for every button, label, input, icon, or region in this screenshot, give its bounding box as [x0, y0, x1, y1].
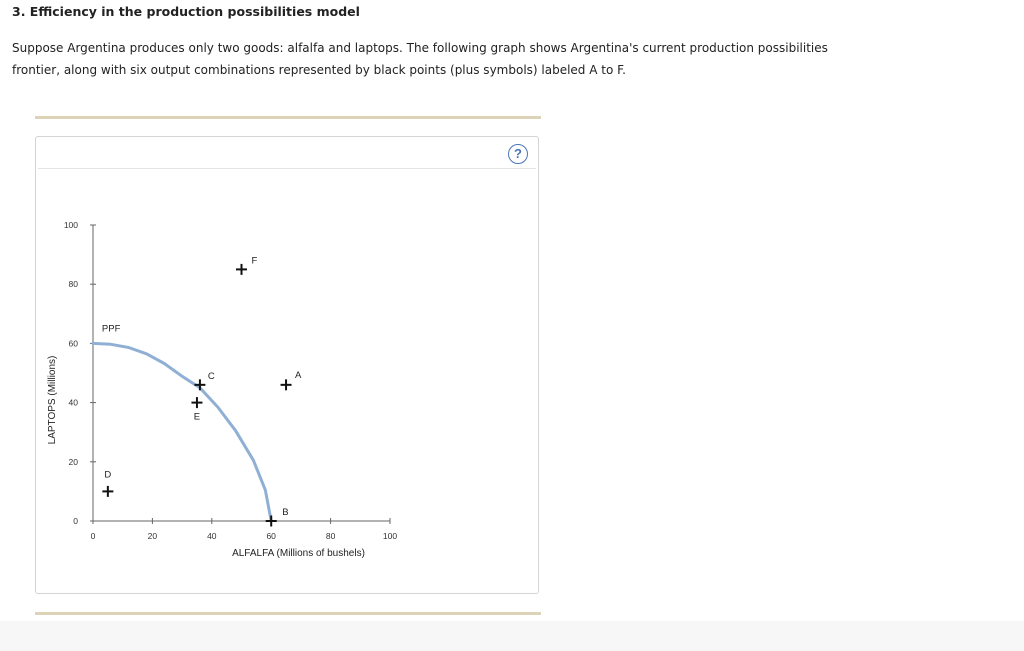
point-label: D — [104, 469, 112, 481]
x-tick-label: 100 — [382, 531, 398, 541]
ppf-chart — [36, 137, 538, 593]
help-button[interactable]: ? — [508, 144, 528, 164]
bottom-divider — [35, 612, 541, 615]
point-d — [102, 469, 113, 497]
point-label: F — [251, 255, 258, 267]
point-label: A — [295, 369, 302, 381]
question-title: 3. Efficiency in the production possibilities model — [12, 4, 360, 19]
point-f — [236, 255, 258, 275]
y-axis-title: LAPTOPS (Millions) — [47, 355, 58, 445]
y-tick-label: 60 — [68, 338, 78, 349]
footer-band — [0, 621, 1024, 651]
y-tick-label: 80 — [68, 279, 78, 290]
point-a — [281, 370, 303, 391]
point-label: B — [282, 507, 289, 518]
y-tick-label: 0 — [73, 516, 78, 526]
top-divider — [35, 116, 541, 119]
point-label: C — [207, 370, 215, 382]
ppf-curve-label: PPF — [101, 323, 121, 335]
point-label: E — [193, 411, 201, 423]
ppf-curve — [93, 343, 271, 521]
x-tick-label: 80 — [325, 531, 336, 541]
x-axis-title: ALFALFA (Millions of bushels) — [232, 548, 365, 559]
ppf-curve-layer — [93, 324, 271, 521]
point-e — [191, 397, 202, 423]
y-tick-label: 20 — [68, 456, 78, 467]
x-tick-label: 40 — [207, 531, 217, 541]
y-tick-label: 100 — [63, 220, 78, 230]
y-tick-label: 40 — [68, 397, 78, 408]
x-tick-label: 0 — [90, 531, 96, 541]
axes — [47, 220, 397, 559]
graph-panel — [35, 136, 539, 594]
x-tick-label: 20 — [147, 531, 158, 541]
x-tick-label: 60 — [266, 531, 276, 541]
question-prompt: Suppose Argentina produces only two goods: alfalfa and laptops. The following graph shows Argentina's current production possibilities frontier, along with six output combinations represented by black points (plus symbols) labeled A to F. — [12, 41, 828, 77]
